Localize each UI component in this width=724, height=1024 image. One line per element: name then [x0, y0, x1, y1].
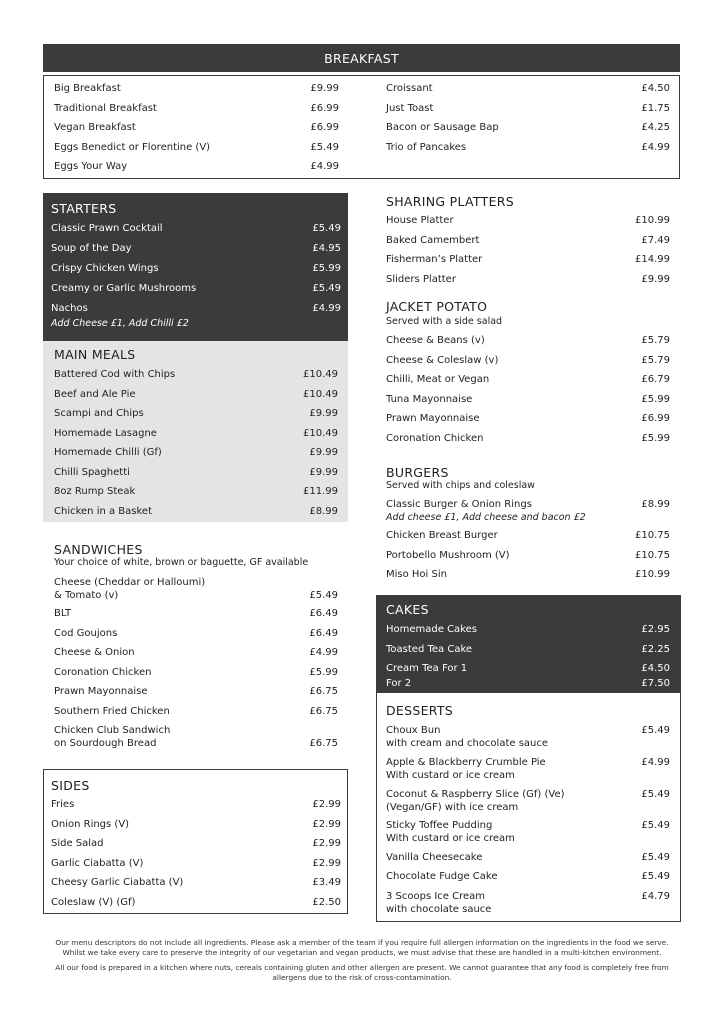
menu-item	[386, 82, 670, 102]
item-name: Southern Fried Chicken	[54, 705, 170, 717]
menu-item	[386, 851, 670, 871]
item-name-line: Vanilla Cheesecake	[386, 851, 483, 863]
menu-item	[386, 121, 670, 141]
item-name: Scampi and Chips	[54, 408, 144, 419]
menu-item	[386, 273, 670, 293]
item-price: £2.99	[312, 838, 341, 850]
item-description: With custard or ice cream	[386, 833, 515, 844]
item-description: With custard or ice cream	[386, 769, 515, 781]
item-name: House Platter	[386, 215, 454, 226]
footer-line: All our food is prepared in a kitchen where nuts, cereals containing gluten and other allergen are present. We cannot guarantee that any food is completely free from	[55, 963, 669, 972]
item-name: Chilli Spaghetti	[54, 466, 130, 478]
cakes-list	[386, 623, 670, 662]
menu-item	[54, 607, 338, 627]
item-price: £10.99	[635, 569, 670, 580]
item-price: £9.99	[309, 408, 338, 419]
menu-item	[386, 623, 670, 643]
item-price: £5.79	[641, 354, 670, 366]
menu-item	[54, 485, 338, 505]
item-name: Cheese & Coleslaw (v)	[386, 354, 499, 366]
item-price: £5.49	[310, 141, 339, 153]
item-name	[386, 851, 633, 864]
menu-item	[386, 102, 670, 122]
menu-item	[54, 705, 338, 725]
menu-item	[386, 549, 670, 569]
menu-item	[386, 643, 670, 663]
jacket-subtitle: Served with a side salad	[386, 316, 503, 327]
item-price: £10.49	[303, 427, 338, 439]
item-name: Fries	[51, 799, 75, 810]
item-name	[386, 756, 633, 782]
menu-item	[386, 529, 670, 549]
item-name: Homemade Lasagne	[54, 427, 157, 439]
item-name: Homemade Chilli (Gf)	[54, 447, 162, 458]
item-price: £5.49	[641, 788, 670, 800]
item-name: Croissant	[386, 83, 433, 94]
item-name: Cod Goujons	[54, 627, 118, 639]
menu-item	[54, 141, 339, 161]
item-price: £5.99	[309, 666, 338, 678]
item-name-line: Sticky Toffee Pudding	[386, 820, 493, 831]
item-name: For 2	[386, 678, 412, 689]
menu-item	[54, 388, 338, 408]
item-price: £5.99	[312, 263, 341, 274]
menu-item	[386, 724, 670, 756]
item-name: Just Toast	[386, 102, 434, 114]
item-price: £2.99	[312, 799, 341, 810]
menu-item	[54, 466, 338, 486]
burgers-subtitle: Served with chips and coleslaw	[386, 480, 535, 491]
item-name	[386, 890, 633, 916]
menu-item	[51, 876, 341, 896]
menu-item	[51, 857, 341, 877]
menu-item	[54, 627, 338, 647]
menu-item	[51, 837, 341, 857]
menu-item	[386, 253, 670, 273]
menu-item	[386, 214, 670, 234]
menu-item	[386, 234, 670, 254]
menu-item	[386, 788, 670, 820]
item-price: £9.99	[641, 273, 670, 285]
item-price: £6.99	[641, 413, 670, 424]
item-price: £6.49	[309, 627, 338, 639]
menu-item	[51, 818, 341, 838]
item-price: £9.99	[309, 466, 338, 478]
item-name	[386, 788, 633, 814]
item-name: 8oz Rump Steak	[54, 486, 136, 497]
item-name-line: 3 Scoops Ice Cream	[386, 890, 486, 902]
menu-item	[386, 890, 670, 920]
menu-item	[51, 896, 341, 916]
item-price: £10.49	[303, 369, 338, 380]
sides-list	[51, 798, 341, 916]
menu-item	[54, 724, 338, 750]
item-price: £5.49	[641, 851, 670, 863]
menu-item	[386, 498, 670, 524]
item-price: £5.49	[309, 590, 338, 601]
item-price: £6.75	[309, 686, 338, 697]
item-name: Homemade Cakes	[386, 624, 477, 635]
menu-item	[51, 242, 341, 262]
menu-item	[54, 685, 338, 705]
item-name: Eggs Benedict or Florentine (V)	[54, 141, 211, 153]
item-price: £5.99	[641, 432, 670, 444]
menu-item	[54, 121, 339, 141]
item-name: Side Salad	[51, 838, 104, 850]
item-name: Miso Hoi Sin	[386, 569, 447, 580]
item-name: Cheese (Cheddar or Halloumi)	[54, 577, 206, 588]
item-name	[386, 819, 633, 845]
item-price: £10.49	[303, 388, 338, 400]
breakfast-right-list	[386, 82, 670, 160]
item-price: £4.79	[641, 890, 670, 902]
item-price: £4.99	[310, 161, 339, 172]
item-name-line: Chocolate Fudge Cake	[386, 871, 498, 882]
item-price: £6.75	[309, 738, 338, 749]
cakes-title: CAKES	[386, 602, 429, 617]
item-name: Coronation Chicken	[54, 666, 152, 678]
item-price: £2.50	[312, 896, 341, 908]
item-name: Trio of Pancakes	[386, 141, 467, 153]
item-name: Big Breakfast	[54, 83, 121, 94]
item-name: Prawn Mayonnaise	[54, 686, 148, 697]
menu-item	[54, 576, 338, 602]
menu-item	[51, 798, 341, 818]
allergen-disclaimer	[30, 938, 694, 982]
menu-item	[54, 407, 338, 427]
footer-line: Whilst we take every care to preserve the integrity of our vegetarian and vegan products, we must advise that these are handled in a multi-kitchen environment.	[62, 947, 662, 957]
menu-item	[386, 819, 670, 851]
menu-item	[386, 677, 670, 690]
item-price: £5.49	[641, 871, 670, 882]
item-name: Cheese & Beans (v)	[386, 335, 485, 346]
item-note: Add cheese £1, Add cheese and bacon £2	[386, 512, 586, 523]
item-price: £5.49	[312, 223, 341, 234]
item-name-line: Apple & Blackberry Crumble Pie	[386, 756, 546, 768]
sandwiches-title: SANDWICHES	[54, 542, 143, 557]
item-name: Classic Burger & Onion Rings	[386, 499, 532, 510]
item-price: £9.99	[310, 83, 339, 94]
item-name: Vegan Breakfast	[54, 122, 136, 133]
item-name: Chicken Club Sandwich	[54, 725, 171, 736]
menu-item	[386, 141, 670, 161]
menu-item	[386, 334, 670, 354]
menu-item	[386, 432, 670, 452]
cream-tea	[386, 662, 670, 690]
burgers-list	[386, 529, 670, 588]
menu-item	[386, 412, 670, 432]
item-name: & Tomato (v)	[54, 590, 119, 601]
item-description: (Vegan/GF) with ice cream	[386, 801, 519, 813]
footer-line: allergens due to the risk of cross-contamination.	[272, 972, 452, 982]
item-name: Battered Cod with Chips	[54, 369, 176, 380]
item-name: Traditional Breakfast	[54, 102, 157, 114]
item-name: Cheese & Onion	[54, 647, 135, 658]
item-price: £4.25	[641, 122, 670, 133]
item-price: £2.95	[641, 624, 670, 635]
menu-item	[54, 82, 339, 102]
item-price: £6.99	[310, 102, 339, 114]
menu-item	[51, 282, 341, 302]
item-price: £5.49	[312, 283, 341, 294]
menu-item	[54, 368, 338, 388]
item-name: Cheesy Garlic Ciabatta (V)	[51, 877, 184, 889]
item-name: Prawn Mayonnaise	[386, 413, 480, 424]
item-name: Onion Rings (V)	[51, 818, 130, 830]
item-name: Baked Camembert	[386, 234, 480, 246]
item-name	[386, 724, 633, 750]
item-price: £3.49	[312, 877, 341, 889]
item-price: £11.99	[303, 486, 338, 497]
burgers-title: BURGERS	[386, 465, 449, 480]
item-name: Tuna Mayonnaise	[386, 393, 473, 405]
item-description: with chocolate sauce	[386, 903, 492, 915]
item-name: Chicken Breast Burger	[386, 530, 498, 541]
sharing-list	[386, 214, 670, 292]
breakfast-title: BREAKFAST	[324, 50, 399, 66]
starters-title: STARTERS	[51, 201, 117, 216]
item-name: Chicken in a Basket	[54, 505, 153, 517]
item-name: Toasted Tea Cake	[386, 643, 473, 655]
item-price: £14.99	[635, 254, 670, 265]
item-price: £4.50	[641, 83, 670, 94]
item-price: £8.99	[309, 505, 338, 517]
item-price: £5.99	[641, 393, 670, 405]
sandwiches-list	[54, 607, 338, 724]
menu-item	[386, 870, 670, 890]
item-price: £2.25	[641, 643, 670, 655]
starters-list	[51, 222, 341, 322]
item-price: £6.49	[309, 608, 338, 619]
item-name: Soup of the Day	[51, 243, 132, 254]
item-name: Beef and Ale Pie	[54, 388, 136, 400]
menu-item	[54, 446, 338, 466]
item-name: Creamy or Garlic Mushrooms	[51, 283, 197, 294]
item-price: £4.95	[312, 243, 341, 254]
item-name: Portobello Mushroom (V)	[386, 549, 510, 561]
item-name: Crispy Chicken Wings	[51, 263, 159, 274]
item-name-line: Coconut & Raspberry Slice (Gf) (Ve)	[386, 788, 565, 800]
item-price: £6.99	[310, 122, 339, 133]
footer-line: Our menu descriptors do not include all ingredients. Please ask a member of the team if you require full allergen information on the ingredients in the food we serve.	[55, 938, 669, 947]
item-price: £7.49	[641, 234, 670, 246]
menu-item	[386, 756, 670, 788]
menu-item	[54, 666, 338, 686]
menu-item	[386, 393, 670, 413]
item-price: £5.49	[641, 725, 670, 736]
item-name: Cream Tea For 1	[386, 663, 468, 674]
menu-item	[386, 354, 670, 374]
menu-item	[51, 262, 341, 282]
menu-item	[54, 505, 338, 525]
desserts-list	[386, 724, 670, 920]
menu-item	[386, 662, 670, 675]
item-price: £6.79	[641, 374, 670, 385]
item-name: Nachos	[51, 303, 88, 314]
item-name: on Sourdough Bread	[54, 738, 157, 749]
item-name-line: Choux Bun	[386, 725, 441, 736]
item-name: BLT	[54, 608, 72, 619]
item-name	[386, 870, 633, 883]
item-name: Classic Prawn Cocktail	[51, 223, 163, 234]
item-price: £8.99	[641, 499, 670, 510]
item-price: £4.99	[641, 756, 670, 768]
item-price: £5.79	[641, 335, 670, 346]
jacket-title: JACKET POTATO	[386, 299, 488, 314]
menu-item	[386, 568, 670, 588]
jacket-list	[386, 334, 670, 451]
item-description: with cream and chocolate sauce	[386, 738, 549, 749]
item-name: Chilli, Meat or Vegan	[386, 374, 490, 385]
main-meals-list	[54, 368, 338, 524]
item-price: £4.99	[641, 141, 670, 153]
item-price: £10.99	[635, 215, 670, 226]
item-price: £4.99	[312, 303, 341, 314]
item-price: £7.50	[641, 678, 670, 689]
menu-item	[386, 373, 670, 393]
item-name: Coleslaw (V) (Gf)	[51, 896, 136, 908]
menu-item	[54, 427, 338, 447]
item-price: £2.99	[312, 857, 341, 869]
item-price: £6.75	[309, 705, 338, 717]
item-price: £5.49	[641, 820, 670, 831]
item-name: Coronation Chicken	[386, 432, 484, 444]
item-name: Fisherman’s Platter	[386, 254, 483, 265]
item-price: £4.99	[309, 647, 338, 658]
menu-item	[54, 646, 338, 666]
item-price: £2.99	[312, 818, 341, 830]
menu-item	[54, 160, 339, 180]
item-name: Sliders Platter	[386, 273, 456, 285]
menu-item	[51, 222, 341, 242]
item-name: Garlic Ciabatta (V)	[51, 857, 144, 869]
sides-title: SIDES	[51, 778, 90, 793]
item-price: £1.75	[641, 102, 670, 114]
item-price: £9.99	[309, 447, 338, 458]
item-price: £10.75	[635, 549, 670, 561]
breakfast-header	[43, 44, 680, 72]
sandwiches-subtitle: Your choice of white, brown or baguette, GF available	[54, 557, 309, 568]
breakfast-left-list	[54, 82, 339, 180]
main-meals-title: MAIN MEALS	[54, 347, 136, 362]
item-price: £10.75	[635, 530, 670, 541]
desserts-title: DESSERTS	[386, 703, 454, 718]
item-name: Eggs Your Way	[54, 161, 128, 172]
sharing-title: SHARING PLATTERS	[386, 194, 515, 209]
menu-item	[54, 102, 339, 122]
item-name: Bacon or Sausage Bap	[386, 122, 499, 133]
starters-note: Add Cheese £1, Add Chilli £2	[51, 318, 189, 329]
item-price: £4.50	[641, 663, 670, 674]
